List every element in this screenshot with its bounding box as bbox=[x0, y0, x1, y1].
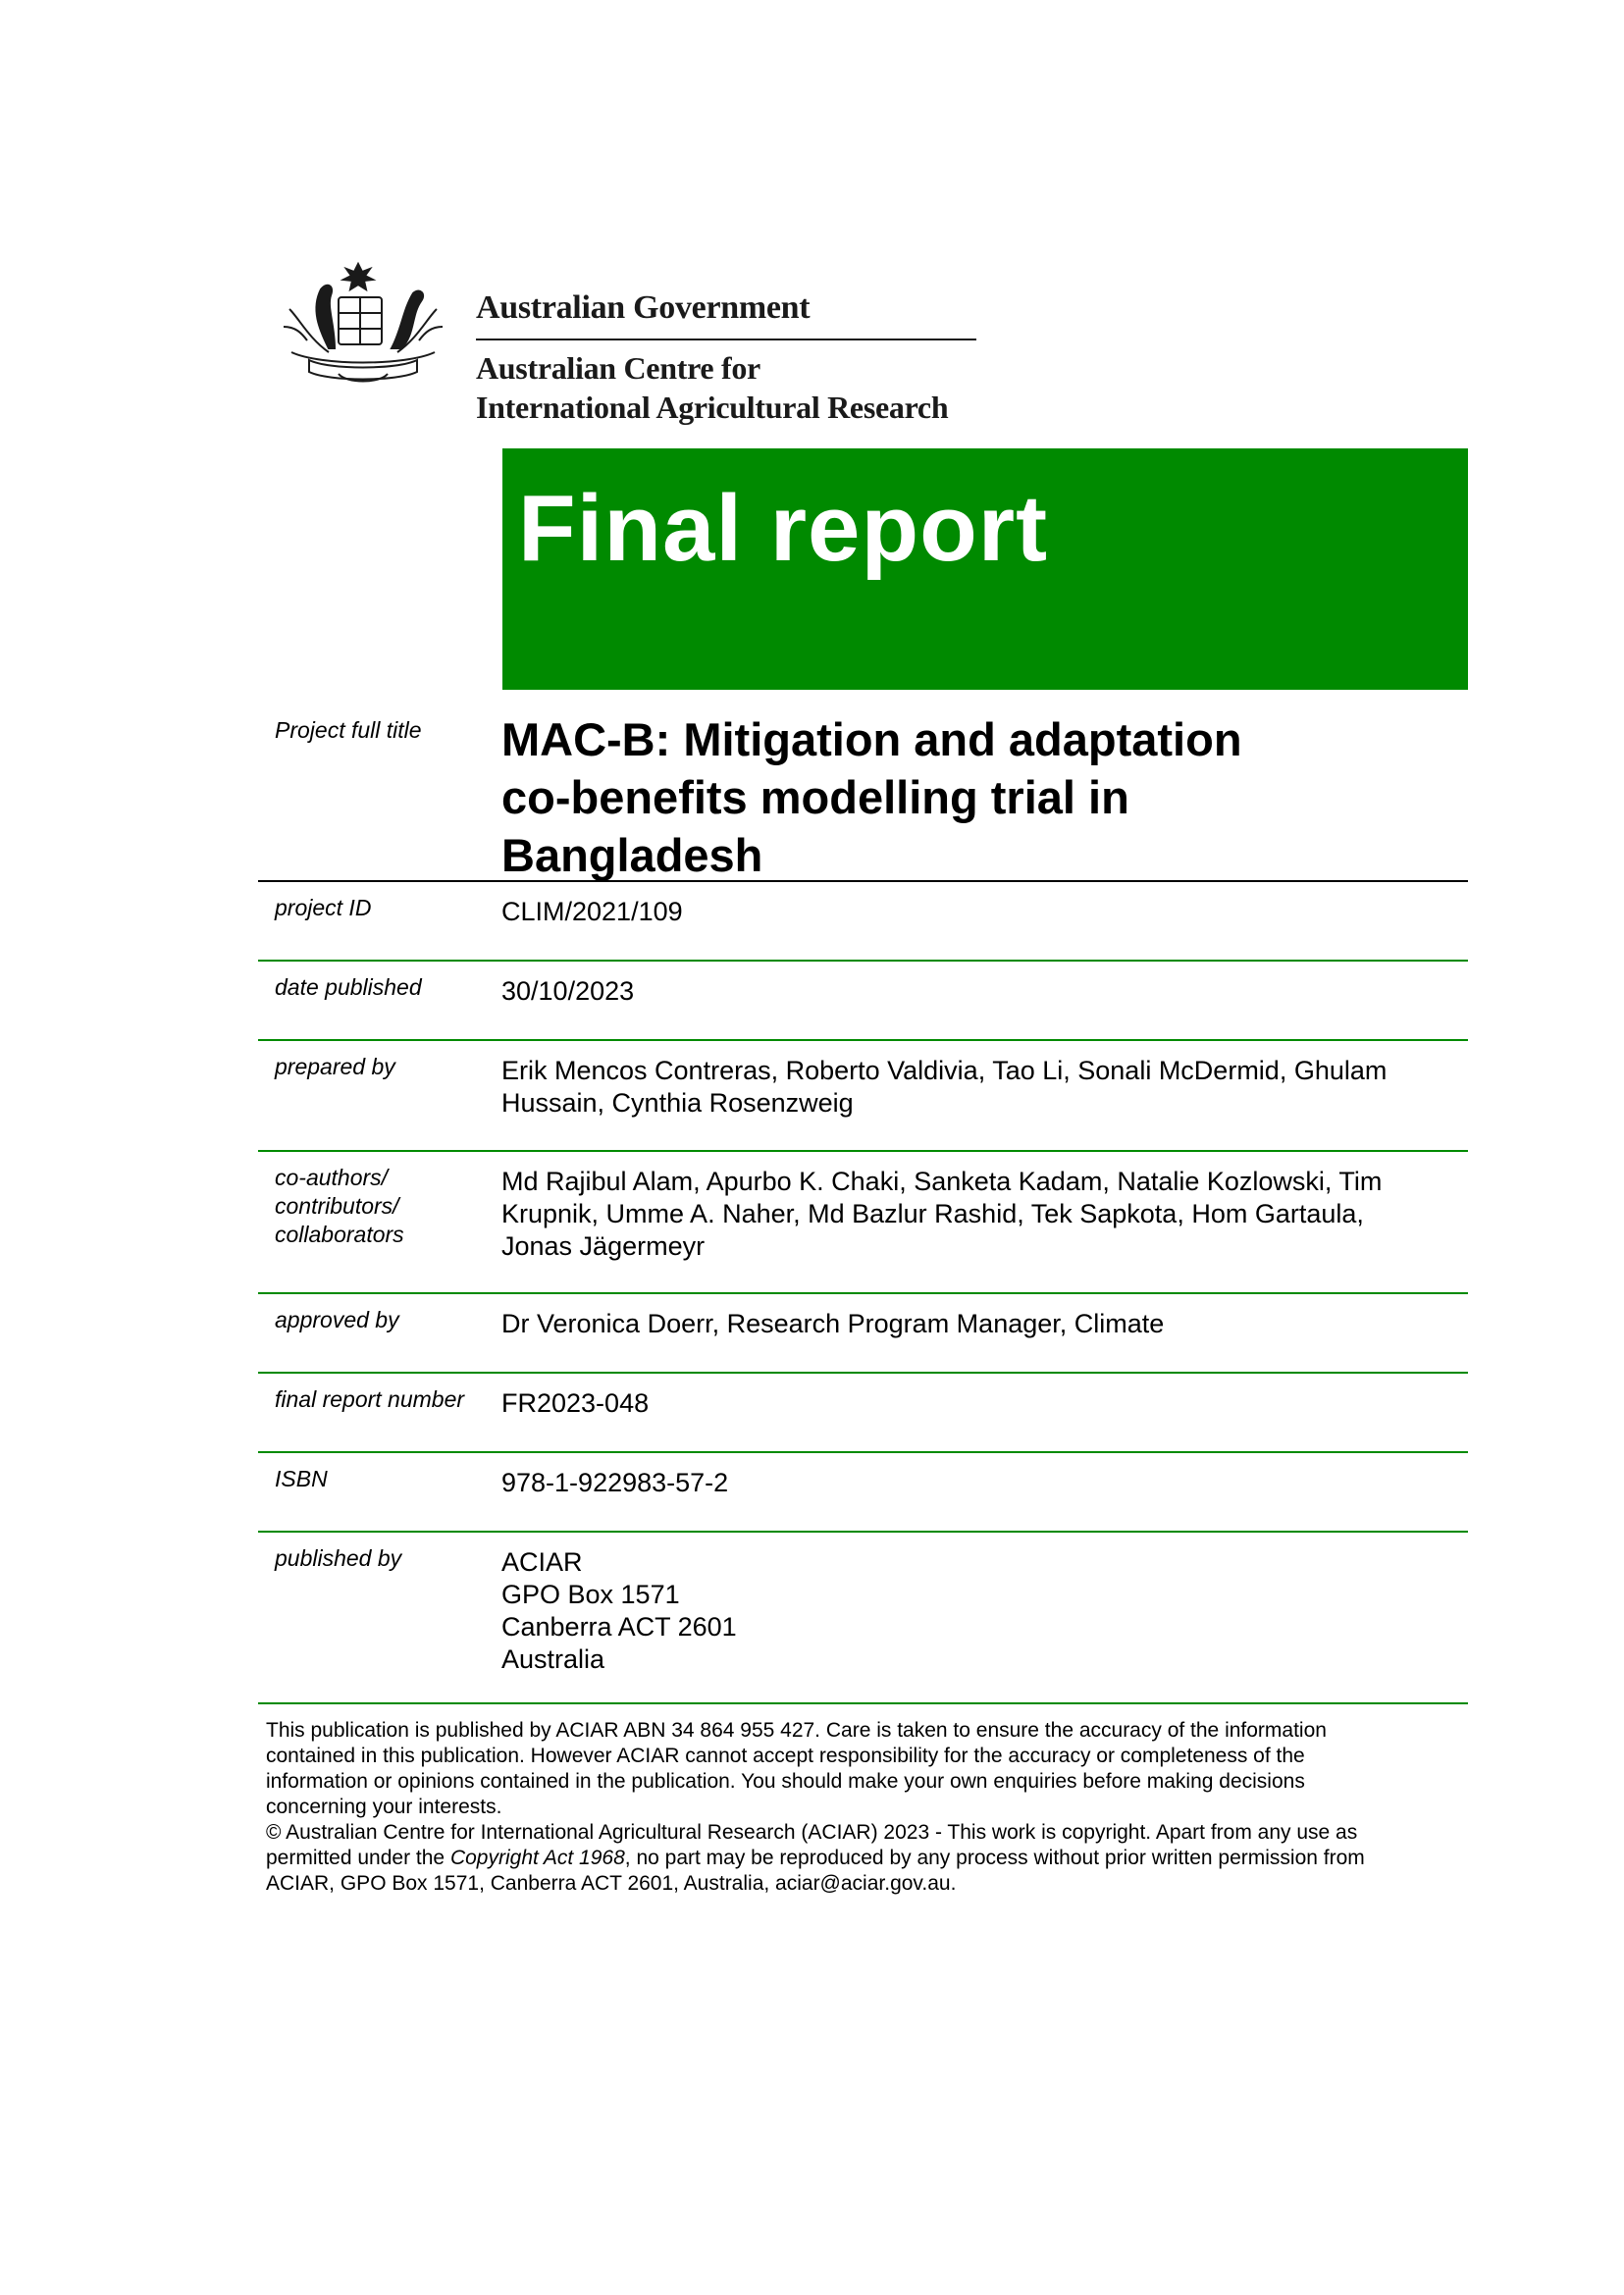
row-approved-by bbox=[258, 1294, 1468, 1372]
agency-name-line1: Australian Centre for bbox=[476, 350, 760, 386]
copyright-text: permitted under the bbox=[266, 1847, 450, 1869]
isbn: 978-1-922983-57-2 bbox=[501, 1468, 729, 1497]
row-label-line: co-authors/ bbox=[275, 1165, 389, 1190]
project-id: CLIM/2021/109 bbox=[501, 897, 683, 926]
row-prepared-by bbox=[258, 1041, 1468, 1150]
government-name: Australian Government bbox=[476, 289, 811, 326]
row-label: prepared by bbox=[275, 1054, 395, 1079]
row-label: approved by bbox=[275, 1307, 399, 1332]
disclaimer-line: This publication is published by ACIAR ABN 34 864 955 427. Care is taken to ensure the accuracy of the information bbox=[266, 1719, 1327, 1742]
row-label: project ID bbox=[275, 895, 372, 920]
disclaimer-line: information or opinions contained in the publication. You should make your own enquiries before making decisions bbox=[266, 1770, 1305, 1793]
aciar-logo bbox=[270, 250, 976, 427]
report-number: FR2023-048 bbox=[501, 1388, 650, 1418]
row-project-title bbox=[258, 704, 1468, 880]
address-line: Canberra ACT 2601 bbox=[501, 1612, 737, 1642]
divider bbox=[258, 1702, 1468, 1704]
publisher-address bbox=[501, 1533, 1468, 1702]
copyright-text: , no part may be reproduced by any process without prior written permission from bbox=[624, 1847, 1365, 1869]
row-label: final report number bbox=[275, 1386, 465, 1412]
row-report-number bbox=[258, 1374, 1468, 1451]
row-label: published by bbox=[275, 1545, 402, 1571]
row-date-published bbox=[258, 962, 1468, 1039]
date-published: 30/10/2023 bbox=[501, 976, 635, 1006]
copyright-line: © Australian Centre for International Agricultural Research (ACIAR) 2023 - This work is copyright. Apart from any use as bbox=[266, 1821, 1358, 1844]
row-co-authors bbox=[258, 1152, 1468, 1292]
project-title-line: Bangladesh bbox=[501, 829, 763, 881]
metadata-table bbox=[258, 704, 1468, 1704]
agency-name bbox=[476, 348, 948, 427]
prepared-by-line: Erik Mencos Contreras, Roberto Valdivia, Tao Li, Sonali McDermid, Ghulam bbox=[501, 1056, 1388, 1085]
row-isbn bbox=[258, 1453, 1468, 1531]
row-label: ISBN bbox=[275, 1466, 328, 1491]
project-title-line: MAC-B: Mitigation and adaptation bbox=[501, 713, 1242, 765]
prepared-by-line: Hussain, Cynthia Rosenzweig bbox=[501, 1088, 854, 1118]
copyright-line: ACIAR, GPO Box 1571, Canberra ACT 2601, Australia, aciar@aciar.gov.au. bbox=[266, 1872, 957, 1895]
project-title bbox=[501, 704, 1468, 880]
disclaimer-line: contained in this publication. However ACIAR cannot accept responsibility for the accuracy or completeness of the bbox=[266, 1745, 1305, 1767]
co-authors-line: Jonas Jägermeyr bbox=[501, 1231, 706, 1261]
row-label: Project full title bbox=[275, 717, 422, 743]
row-label-line: contributors/ bbox=[275, 1193, 399, 1219]
row-label bbox=[258, 1152, 501, 1292]
logo-divider bbox=[476, 339, 976, 340]
row-project-id bbox=[258, 882, 1468, 960]
copyright-act: Copyright Act 1968 bbox=[449, 1847, 625, 1869]
co-authors bbox=[501, 1152, 1468, 1292]
copyright-line bbox=[266, 1846, 1468, 1871]
address-line: Australia bbox=[501, 1644, 605, 1674]
address-line: GPO Box 1571 bbox=[501, 1580, 680, 1609]
row-label-line: collaborators bbox=[275, 1222, 404, 1247]
agency-name-line2: International Agricultural Research bbox=[476, 390, 949, 425]
co-authors-line: Krupnik, Umme A. Naher, Md Bazlur Rashid, Tek Sapkota, Hom Gartaula, bbox=[501, 1199, 1364, 1228]
approved-by: Dr Veronica Doerr, Research Program Manager, Climate bbox=[501, 1309, 1165, 1338]
co-authors-line: Md Rajibul Alam, Apurbo K. Chaki, Sanketa Kadam, Natalie Kozlowski, Tim bbox=[501, 1167, 1383, 1196]
row-published-by bbox=[258, 1533, 1468, 1702]
coat-of-arms-icon bbox=[270, 250, 456, 397]
address-line: ACIAR bbox=[501, 1547, 583, 1577]
row-label: date published bbox=[275, 974, 422, 1000]
project-title-line: co-benefits modelling trial in bbox=[501, 771, 1129, 823]
copyright-notice bbox=[266, 1718, 1468, 1897]
prepared-by bbox=[501, 1041, 1468, 1150]
disclaimer-line: concerning your interests. bbox=[266, 1796, 502, 1818]
title-banner bbox=[502, 448, 1468, 690]
report-type-title: Final report bbox=[518, 476, 1049, 581]
